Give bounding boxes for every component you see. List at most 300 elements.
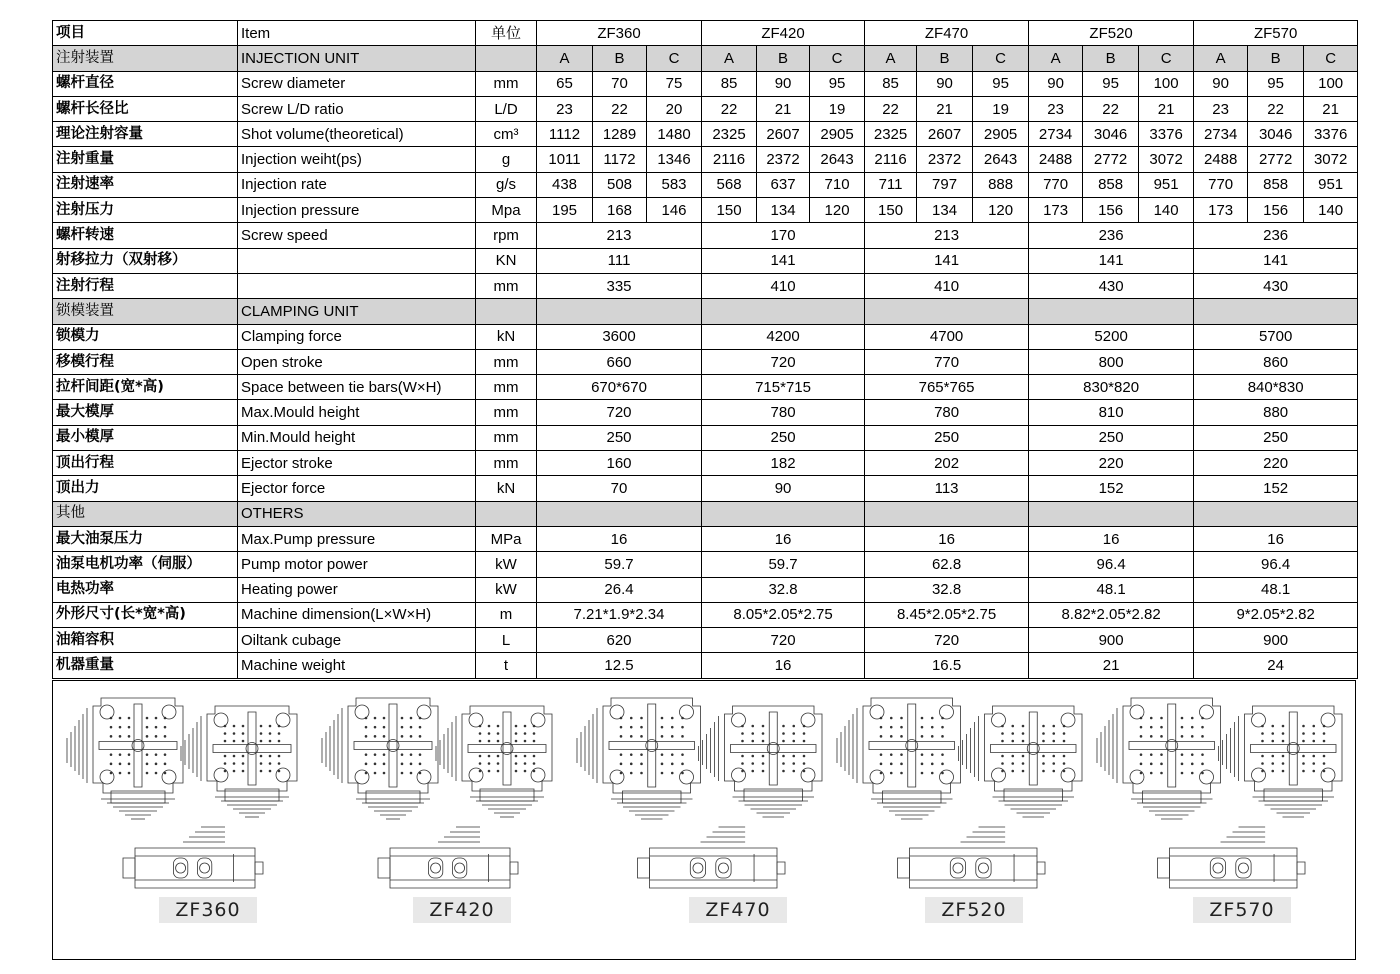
model-header: ZF520 (1029, 21, 1194, 46)
param-value: 32.8 (702, 577, 865, 602)
param-value: 95 (1083, 71, 1139, 96)
param-value: 22 (702, 96, 757, 121)
spec-row (53, 400, 1358, 425)
section-blank (1029, 299, 1194, 324)
param-value: 711 (865, 172, 917, 197)
param-value: 95 (1248, 71, 1304, 96)
param-unit: L (476, 628, 537, 653)
param-value: 410 (702, 273, 865, 298)
param-name-en: Screw L/D ratio (238, 96, 476, 121)
param-name-en: Open stroke (238, 349, 476, 374)
param-value: 65 (537, 71, 593, 96)
param-value: 2734 (1194, 122, 1248, 147)
param-value: 8.45*2.05*2.75 (865, 602, 1029, 627)
param-value: 1172 (593, 147, 647, 172)
param-unit: mm (476, 425, 537, 450)
spec-row (53, 577, 1358, 602)
param-value: 568 (702, 172, 757, 197)
param-name-zh: 油箱容积 (53, 628, 238, 653)
param-value: 213 (537, 223, 702, 248)
param-value: 430 (1194, 273, 1358, 298)
variant-label: C (1139, 46, 1194, 71)
param-value: 765*765 (865, 375, 1029, 400)
param-name-en: Machine weight (238, 653, 476, 678)
variant-label: A (1194, 46, 1248, 71)
param-value: 150 (865, 198, 917, 223)
param-value: 2607 (757, 122, 810, 147)
param-value: 70 (593, 71, 647, 96)
variant-label: B (917, 46, 973, 71)
section-blank (537, 501, 702, 526)
spec-row (53, 425, 1358, 450)
param-value: 2734 (1029, 122, 1083, 147)
param-name-en (238, 248, 476, 273)
param-value: 780 (702, 400, 865, 425)
param-name-en: Screw diameter (238, 71, 476, 96)
param-value: 150 (702, 198, 757, 223)
model-header: ZF470 (865, 21, 1029, 46)
param-name-zh: 外形尺寸(长*宽*高) (53, 602, 238, 627)
param-value: 160 (537, 451, 702, 476)
param-value: 21 (1139, 96, 1194, 121)
drawing-label: ZF420 (413, 897, 511, 923)
param-value: 2372 (917, 147, 973, 172)
machine-drawing-zf470 (573, 686, 828, 896)
param-value: 2905 (810, 122, 865, 147)
param-name-zh: 顶出力 (53, 476, 238, 501)
param-unit: L/D (476, 96, 537, 121)
param-unit: mm (476, 273, 537, 298)
model-header: ZF420 (702, 21, 865, 46)
param-value: 715*715 (702, 375, 865, 400)
machine-drawing-zf360 (63, 686, 303, 896)
param-unit: mm (476, 71, 537, 96)
header-item-en: Item (238, 21, 476, 46)
param-value: 141 (1194, 248, 1358, 273)
param-value: 770 (1194, 172, 1248, 197)
param-name-zh: 理论注射容量 (53, 122, 238, 147)
spec-row (53, 349, 1358, 374)
param-unit: t (476, 653, 537, 678)
param-value: 1346 (647, 147, 702, 172)
param-value: 20 (647, 96, 702, 121)
param-name-en: Heating power (238, 577, 476, 602)
param-value: 134 (917, 198, 973, 223)
param-value: 152 (1029, 476, 1194, 501)
param-value: 250 (702, 425, 865, 450)
param-value: 173 (1194, 198, 1248, 223)
variant-label: C (1304, 46, 1358, 71)
spec-row (53, 628, 1358, 653)
param-unit: mm (476, 400, 537, 425)
param-name-zh: 锁模力 (53, 324, 238, 349)
section-label-en: OTHERS (238, 501, 476, 526)
spec-row (53, 223, 1358, 248)
variant-label: B (1248, 46, 1304, 71)
header-row (53, 21, 1358, 46)
param-name-en: Injection weiht(ps) (238, 147, 476, 172)
section-row-injection (53, 46, 1358, 71)
section-unit-blank (476, 46, 537, 71)
param-value: 951 (1304, 172, 1358, 197)
param-value: 720 (702, 628, 865, 653)
param-name-zh: 油泵电机功率（伺服） (53, 552, 238, 577)
param-value: 182 (702, 451, 865, 476)
variant-label: C (810, 46, 865, 71)
section-blank (865, 299, 1029, 324)
param-value: 100 (1304, 71, 1358, 96)
param-value: 23 (1029, 96, 1083, 121)
param-unit: mm (476, 375, 537, 400)
param-value: 134 (757, 198, 810, 223)
param-name-zh: 螺杆长径比 (53, 96, 238, 121)
param-value: 1480 (647, 122, 702, 147)
param-value: 48.1 (1194, 577, 1358, 602)
param-value: 85 (865, 71, 917, 96)
param-value: 22 (865, 96, 917, 121)
machine-drawing-zf420 (318, 686, 558, 896)
param-value: 26.4 (537, 577, 702, 602)
param-name-en: Injection pressure (238, 198, 476, 223)
param-value: 16 (865, 526, 1029, 551)
param-value: 23 (537, 96, 593, 121)
param-unit: kW (476, 552, 537, 577)
param-value: 2116 (702, 147, 757, 172)
param-value: 670*670 (537, 375, 702, 400)
param-value: 3376 (1304, 122, 1358, 147)
param-value: 21 (1029, 653, 1194, 678)
param-value: 85 (702, 71, 757, 96)
param-name-zh: 最小模厚 (53, 425, 238, 450)
drawing-label: ZF520 (925, 897, 1023, 923)
param-value: 19 (810, 96, 865, 121)
param-value: 1112 (537, 122, 593, 147)
param-value: 888 (973, 172, 1029, 197)
param-unit: Mpa (476, 198, 537, 223)
section-row-others (53, 501, 1358, 526)
param-value: 16.5 (865, 653, 1029, 678)
param-name-zh: 螺杆转速 (53, 223, 238, 248)
param-name-en: Oiltank cubage (238, 628, 476, 653)
param-value: 4200 (702, 324, 865, 349)
param-value: 48.1 (1029, 577, 1194, 602)
param-value: 90 (1194, 71, 1248, 96)
param-name-zh: 注射重量 (53, 147, 238, 172)
param-value: 8.05*2.05*2.75 (702, 602, 865, 627)
param-value: 16 (702, 653, 865, 678)
param-name-zh: 最大油泵压力 (53, 526, 238, 551)
param-value: 2772 (1248, 147, 1304, 172)
param-value: 59.7 (537, 552, 702, 577)
section-blank (1194, 299, 1358, 324)
param-value: 830*820 (1029, 375, 1194, 400)
param-value: 141 (1029, 248, 1194, 273)
param-value: 335 (537, 273, 702, 298)
param-value: 1011 (537, 147, 593, 172)
param-value: 840*830 (1194, 375, 1358, 400)
param-name-zh: 注射速率 (53, 172, 238, 197)
spec-row (53, 324, 1358, 349)
param-value: 2643 (973, 147, 1029, 172)
param-value: 156 (1083, 198, 1139, 223)
param-name-en: Shot volume(theoretical) (238, 122, 476, 147)
param-value: 810 (1029, 400, 1194, 425)
param-unit: kN (476, 476, 537, 501)
param-value: 173 (1029, 198, 1083, 223)
param-value: 2372 (757, 147, 810, 172)
param-value: 637 (757, 172, 810, 197)
param-value: 430 (1029, 273, 1194, 298)
param-value: 170 (702, 223, 865, 248)
spec-row (53, 375, 1358, 400)
spec-row (53, 653, 1358, 678)
drawing-label: ZF470 (689, 897, 787, 923)
param-value: 16 (1029, 526, 1194, 551)
param-name-zh: 顶出行程 (53, 451, 238, 476)
param-unit: m (476, 602, 537, 627)
param-value: 3046 (1248, 122, 1304, 147)
param-name-zh: 注射行程 (53, 273, 238, 298)
param-value: 22 (593, 96, 647, 121)
section-label-zh: 注射装置 (53, 46, 238, 71)
spec-table (52, 20, 1358, 679)
param-unit: g (476, 147, 537, 172)
param-value: 410 (865, 273, 1029, 298)
section-blank (702, 299, 865, 324)
param-value: 250 (1194, 425, 1358, 450)
param-value: 1289 (593, 122, 647, 147)
param-value: 3046 (1083, 122, 1139, 147)
param-value: 62.8 (865, 552, 1029, 577)
param-unit: g/s (476, 172, 537, 197)
param-name-en: Pump motor power (238, 552, 476, 577)
section-blank (1194, 501, 1358, 526)
param-value: 880 (1194, 400, 1358, 425)
param-value: 5700 (1194, 324, 1358, 349)
param-value: 3376 (1139, 122, 1194, 147)
spec-row (53, 122, 1358, 147)
param-name-zh: 螺杆直径 (53, 71, 238, 96)
param-value: 2325 (702, 122, 757, 147)
header-item-zh: 项目 (53, 21, 238, 46)
param-name-zh: 最大模厚 (53, 400, 238, 425)
param-value: 90 (702, 476, 865, 501)
param-unit: kN (476, 324, 537, 349)
param-unit: mm (476, 451, 537, 476)
param-value: 900 (1029, 628, 1194, 653)
machine-drawings-panel (52, 680, 1356, 960)
section-blank (865, 501, 1029, 526)
variant-label: C (973, 46, 1029, 71)
machine-drawing-zf520 (833, 686, 1088, 896)
variant-label: A (1029, 46, 1083, 71)
section-unit-blank (476, 501, 537, 526)
param-name-en: Ejector force (238, 476, 476, 501)
param-value: 156 (1248, 198, 1304, 223)
param-unit: KN (476, 248, 537, 273)
param-name-en: Space between tie bars(W×H) (238, 375, 476, 400)
param-name-zh: 移模行程 (53, 349, 238, 374)
param-value: 770 (1029, 172, 1083, 197)
variant-label: C (647, 46, 702, 71)
spec-row (53, 96, 1358, 121)
param-value: 120 (973, 198, 1029, 223)
param-value: 70 (537, 476, 702, 501)
param-value: 2643 (810, 147, 865, 172)
param-value: 90 (917, 71, 973, 96)
param-value: 32.8 (865, 577, 1029, 602)
param-value: 21 (757, 96, 810, 121)
param-value: 2607 (917, 122, 973, 147)
param-value: 23 (1194, 96, 1248, 121)
param-value: 96.4 (1029, 552, 1194, 577)
param-unit: rpm (476, 223, 537, 248)
param-value: 2905 (973, 122, 1029, 147)
param-value: 100 (1139, 71, 1194, 96)
param-value: 146 (647, 198, 702, 223)
param-name-en: Max.Pump pressure (238, 526, 476, 551)
param-name-en: Screw speed (238, 223, 476, 248)
variant-label: B (593, 46, 647, 71)
param-value: 770 (865, 349, 1029, 374)
param-value: 236 (1029, 223, 1194, 248)
param-name-zh: 拉杆间距(宽*高) (53, 375, 238, 400)
param-value: 3072 (1139, 147, 1194, 172)
param-value: 2116 (865, 147, 917, 172)
param-value: 96.4 (1194, 552, 1358, 577)
spec-row (53, 476, 1358, 501)
param-value: 16 (537, 526, 702, 551)
param-value: 220 (1029, 451, 1194, 476)
param-name-zh: 电热功率 (53, 577, 238, 602)
spec-row (53, 273, 1358, 298)
spec-row (53, 71, 1358, 96)
variant-label: A (702, 46, 757, 71)
param-value: 720 (702, 349, 865, 374)
param-value: 780 (865, 400, 1029, 425)
param-value: 75 (647, 71, 702, 96)
param-value: 90 (757, 71, 810, 96)
param-unit: cm³ (476, 122, 537, 147)
param-value: 202 (865, 451, 1029, 476)
param-name-en (238, 273, 476, 298)
param-value: 951 (1139, 172, 1194, 197)
spec-row (53, 172, 1358, 197)
section-label-zh: 锁模装置 (53, 299, 238, 324)
spec-row (53, 451, 1358, 476)
spec-row (53, 147, 1358, 172)
section-blank (702, 501, 865, 526)
param-value: 4700 (865, 324, 1029, 349)
param-value: 250 (865, 425, 1029, 450)
variant-label: A (865, 46, 917, 71)
param-unit: MPa (476, 526, 537, 551)
spec-row (53, 526, 1358, 551)
param-value: 152 (1194, 476, 1358, 501)
param-value: 22 (1083, 96, 1139, 121)
param-name-en: Injection rate (238, 172, 476, 197)
param-unit: kW (476, 577, 537, 602)
param-value: 858 (1248, 172, 1304, 197)
param-value: 195 (537, 198, 593, 223)
param-value: 140 (1139, 198, 1194, 223)
param-name-en: Min.Mould height (238, 425, 476, 450)
param-value: 113 (865, 476, 1029, 501)
param-value: 95 (810, 71, 865, 96)
param-value: 213 (865, 223, 1029, 248)
param-value: 2488 (1194, 147, 1248, 172)
param-value: 2772 (1083, 147, 1139, 172)
param-value: 797 (917, 172, 973, 197)
param-value: 7.21*1.9*2.34 (537, 602, 702, 627)
drawing-label: ZF360 (159, 897, 257, 923)
param-value: 508 (593, 172, 647, 197)
param-value: 111 (537, 248, 702, 273)
param-value: 59.7 (702, 552, 865, 577)
param-name-en: Max.Mould height (238, 400, 476, 425)
variant-label: A (537, 46, 593, 71)
param-value: 2488 (1029, 147, 1083, 172)
param-unit: mm (476, 349, 537, 374)
param-value: 2325 (865, 122, 917, 147)
param-value: 438 (537, 172, 593, 197)
param-value: 140 (1304, 198, 1358, 223)
variant-label: B (757, 46, 810, 71)
param-name-zh: 机器重量 (53, 653, 238, 678)
param-value: 250 (1029, 425, 1194, 450)
param-value: 12.5 (537, 653, 702, 678)
param-value: 220 (1194, 451, 1358, 476)
param-value: 120 (810, 198, 865, 223)
param-value: 3600 (537, 324, 702, 349)
spec-row (53, 602, 1358, 627)
param-name-en: Ejector stroke (238, 451, 476, 476)
param-value: 5200 (1029, 324, 1194, 349)
param-value: 24 (1194, 653, 1358, 678)
param-value: 710 (810, 172, 865, 197)
param-value: 21 (1304, 96, 1358, 121)
section-label-zh: 其他 (53, 501, 238, 526)
section-row-clamping (53, 299, 1358, 324)
spec-row (53, 198, 1358, 223)
param-value: 95 (973, 71, 1029, 96)
param-name-en: Clamping force (238, 324, 476, 349)
section-blank (1029, 501, 1194, 526)
param-value: 90 (1029, 71, 1083, 96)
param-value: 3072 (1304, 147, 1358, 172)
machine-drawing-zf570 (1093, 686, 1348, 896)
param-value: 720 (865, 628, 1029, 653)
param-value: 22 (1248, 96, 1304, 121)
spec-row (53, 552, 1358, 577)
param-value: 9*2.05*2.82 (1194, 602, 1358, 627)
section-label-en: INJECTION UNIT (238, 46, 476, 71)
param-value: 860 (1194, 349, 1358, 374)
spec-row (53, 248, 1358, 273)
param-value: 16 (702, 526, 865, 551)
param-value: 141 (865, 248, 1029, 273)
param-value: 19 (973, 96, 1029, 121)
param-name-zh: 射移拉力（双射移） (53, 248, 238, 273)
header-unit: 单位 (476, 21, 537, 46)
param-value: 236 (1194, 223, 1358, 248)
param-value: 660 (537, 349, 702, 374)
variant-label: B (1083, 46, 1139, 71)
model-header: ZF360 (537, 21, 702, 46)
param-value: 250 (537, 425, 702, 450)
param-value: 800 (1029, 349, 1194, 374)
param-value: 168 (593, 198, 647, 223)
